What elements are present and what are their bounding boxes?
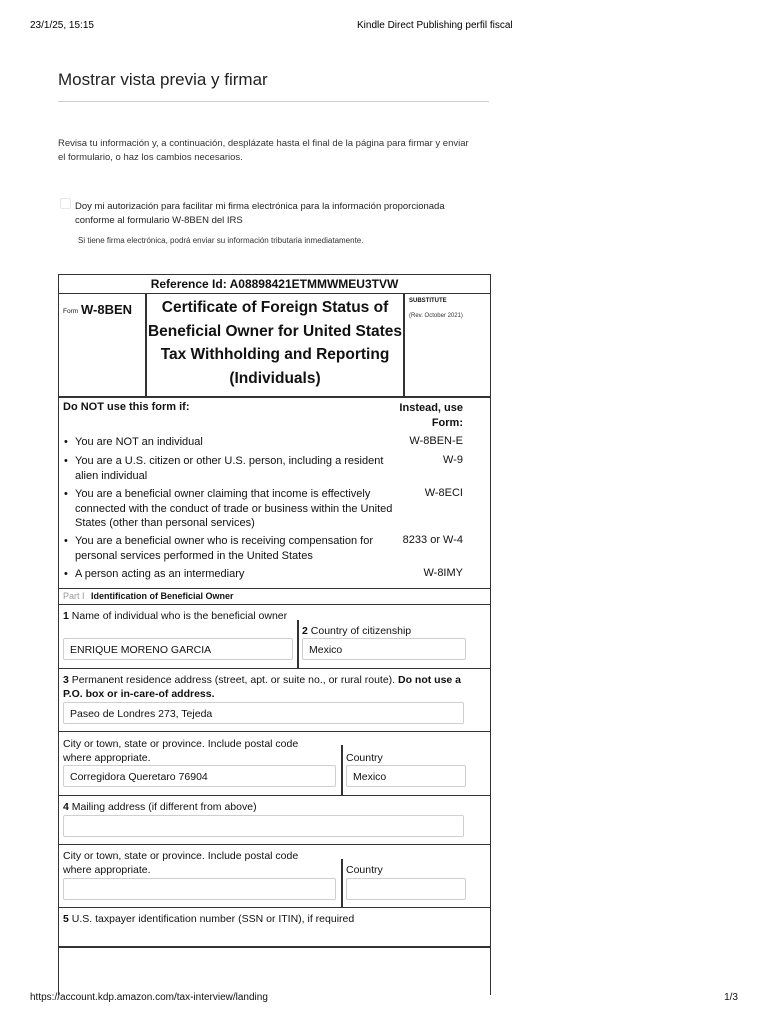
field5-label: 5 U.S. taxpayer identification number (SSN or ITIN), if required <box>63 913 355 925</box>
field2-label: 2 Country of citizenship <box>302 625 412 637</box>
field1-label: 1 Name of individual who is the beneficial owner <box>63 610 288 622</box>
page-title: Mostrar vista previa y firmar <box>58 70 268 89</box>
city-field[interactable]: Corregidora Queretaro 76904 <box>63 765 336 787</box>
condition-item: • You are a beneficial owner who is receiving compensation for personal services performed in the United States <box>63 534 395 563</box>
row-divider <box>59 668 490 669</box>
row-divider <box>59 795 490 796</box>
field4-label: 4 Mailing address (if different from above) <box>63 801 257 813</box>
condition-item: • You are a U.S. citizen or other U.S. person, including a resident alien individual <box>63 454 395 483</box>
mailing-country-label: Country <box>346 864 383 876</box>
form-header <box>59 294 490 398</box>
form-label-cell <box>59 294 147 396</box>
revision-label: (Rev. October 2021) <box>409 313 463 319</box>
field-divider <box>341 745 343 795</box>
row-divider <box>59 907 490 908</box>
print-page-number: 1/3 <box>724 992 738 1003</box>
citizenship-country-field[interactable]: Mexico <box>302 638 466 660</box>
form-title: Certificate of Foreign Status of Beneficial Owner for United States Tax Withholding and Reporting (Individuals) <box>147 294 405 398</box>
consent-label: Doy mi autorización para facilitar mi firma electrónica para la información proporcionada conforme al formulario W-8BEN del IRS <box>75 201 445 226</box>
part-number: Part I <box>63 591 85 601</box>
form-name: W-8BEN <box>81 302 133 317</box>
reference-id: Reference Id: A08898421ETMMWMEU3TVW <box>59 275 490 294</box>
print-datetime: 23/1/25, 15:15 <box>30 20 94 31</box>
section-divider <box>59 946 490 948</box>
row-divider <box>59 844 490 845</box>
consent-note: Si tiene firma electrónica, podrá enviar su información tributaria inmediatamente. <box>78 236 364 245</box>
instead-header: Instead, use Form: <box>399 402 463 429</box>
row-divider <box>59 731 490 732</box>
print-url: https://account.kdp.amazon.com/tax-interview/landing <box>30 992 268 1003</box>
part-header <box>59 588 490 605</box>
intro-text: Revisa tu información y, a continuación, desplázate hasta el final de la página para firmar y enviar el formulario, o haz los cambios necesarios. <box>58 138 469 163</box>
beneficial-owner-name-field[interactable]: ENRIQUE MORENO GARCIA <box>63 638 293 660</box>
part-title: Identification of Beneficial Owner <box>91 591 234 601</box>
country-field[interactable]: Mexico <box>346 765 466 787</box>
residence-address-field[interactable]: Paseo de Londres 273, Tejeda <box>63 702 464 724</box>
title-divider <box>58 101 489 102</box>
condition-form: W-9 <box>443 454 463 466</box>
condition-form: 8233 or W-4 <box>402 534 463 546</box>
country-label: Country <box>346 752 383 764</box>
mailing-city-field[interactable] <box>63 878 336 900</box>
condition-item: • A person acting as an intermediary <box>63 567 395 582</box>
condition-item: • You are a beneficial owner claiming that income is effectively connected with the conduct of trade or business within the United States (other than personal services) <box>63 487 395 531</box>
field-divider <box>341 859 343 907</box>
city-label: City or town, state or province. Include postal code where appropriate. <box>63 738 299 764</box>
not-use-header: Do NOT use this form if: <box>63 401 190 413</box>
w8ben-form <box>58 274 491 995</box>
condition-item: • You are NOT an individual <box>63 435 395 450</box>
print-page-title: Kindle Direct Publishing perfil fiscal <box>357 20 513 31</box>
condition-form: W-8IMY <box>423 567 463 579</box>
consent-checkbox[interactable] <box>60 198 71 209</box>
mailing-city-label: City or town, state or province. Include postal code where appropriate. <box>63 850 299 876</box>
condition-form: W-8BEN-E <box>409 435 463 447</box>
field3-label: 3 Permanent residence address (street, apt. or suite no., or rural route). Do not use a P.O. box or in-care-of address. <box>63 674 462 700</box>
mailing-country-field[interactable] <box>346 878 466 900</box>
substitute-label: SUBSTITUTE <box>409 298 447 304</box>
mailing-address-field[interactable] <box>63 815 464 837</box>
condition-form: W-8ECI <box>424 487 463 499</box>
field-divider <box>297 620 299 668</box>
form-small-label: Form <box>63 308 79 315</box>
